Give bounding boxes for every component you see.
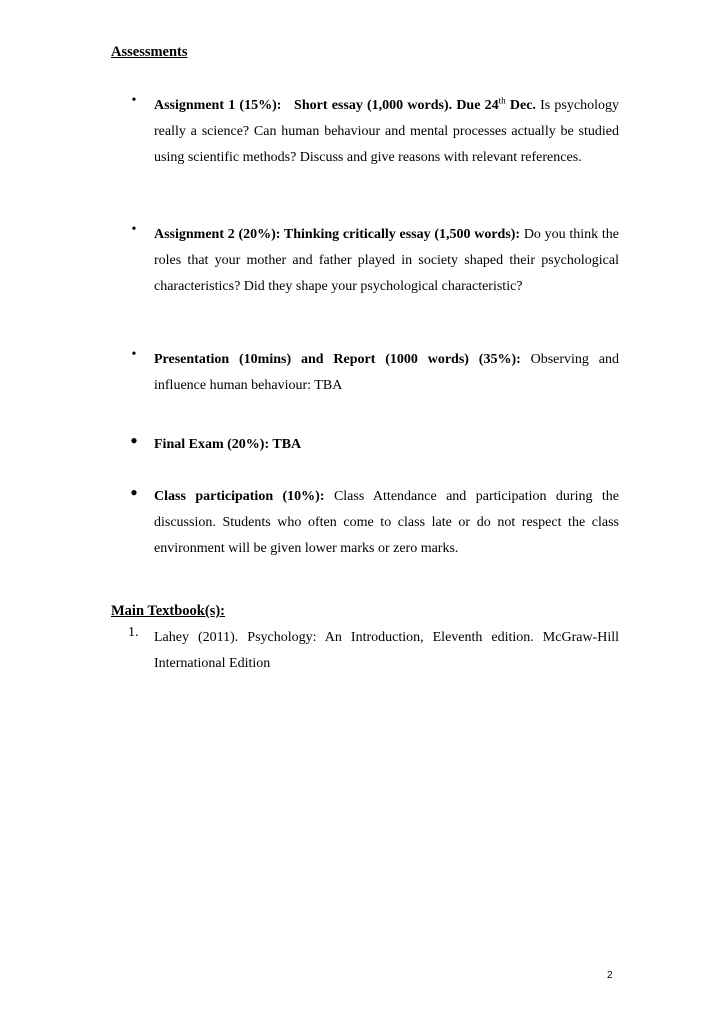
superscript: th (498, 95, 506, 106)
assessment-item-5 (111, 480, 619, 562)
assessments-heading: Assessments (111, 44, 188, 60)
assessment-item-title: Final Exam (20%): TBA (154, 437, 302, 452)
bullet-icon: • (131, 222, 137, 237)
assessment-item-title: Class participation (10%): (154, 489, 325, 504)
assessment-item-body: Class Attendance and participation during the discussion. Students who often come to class late or do not respect the class environment will be given lower marks or zero marks. (154, 489, 619, 556)
assessment-item-text (154, 93, 619, 171)
assessment-item-body: Observing and influence human behaviour: TBA (154, 352, 619, 393)
bullet-icon: • (130, 428, 138, 453)
assessment-item-text (154, 432, 619, 458)
assessment-item-title: Assignment 2 (20%): Thinking critically essay (1,500 words): (154, 227, 521, 242)
assessment-item-body: Is psychology really a science? Can human behaviour and mental processes actually be studied using scientific methods? Discuss and give reasons with relevant references. (154, 98, 619, 165)
assessment-item-title: Assignment 1 (15%): (154, 98, 282, 113)
textbook-item-text: Lahey (2011). Psychology: An Introduction, Eleventh edition. McGraw-Hill International Edition (154, 630, 619, 671)
bullet-icon: • (130, 480, 138, 505)
assessment-item-body: Do you think the roles that your mother and father played in society shaped their psychological characteristics? Did they shape your psychological characteristic? (154, 227, 619, 294)
page-number: 2 (607, 970, 613, 981)
assessment-item-text (154, 222, 619, 300)
assessment-item-2 (111, 222, 619, 300)
assessment-item-text (154, 484, 619, 562)
assessment-item-title: Short essay (1,000 words). Due 24 (294, 98, 499, 113)
bullet-icon: • (131, 93, 137, 108)
assessment-item-4 (111, 428, 619, 458)
bullet-icon: • (131, 347, 137, 362)
textbooks-heading: Main Textbook(s): (111, 603, 226, 619)
assessment-item-1 (111, 93, 619, 171)
assessment-item-title: Dec. (505, 98, 536, 113)
assessment-item-title: Presentation (10mins) and Report (1000 words) (35%): (154, 352, 521, 367)
textbook-item-1 (111, 625, 619, 677)
list-number: 1. (128, 625, 139, 640)
assessment-item-3 (111, 347, 619, 399)
assessment-item-text (154, 347, 619, 399)
